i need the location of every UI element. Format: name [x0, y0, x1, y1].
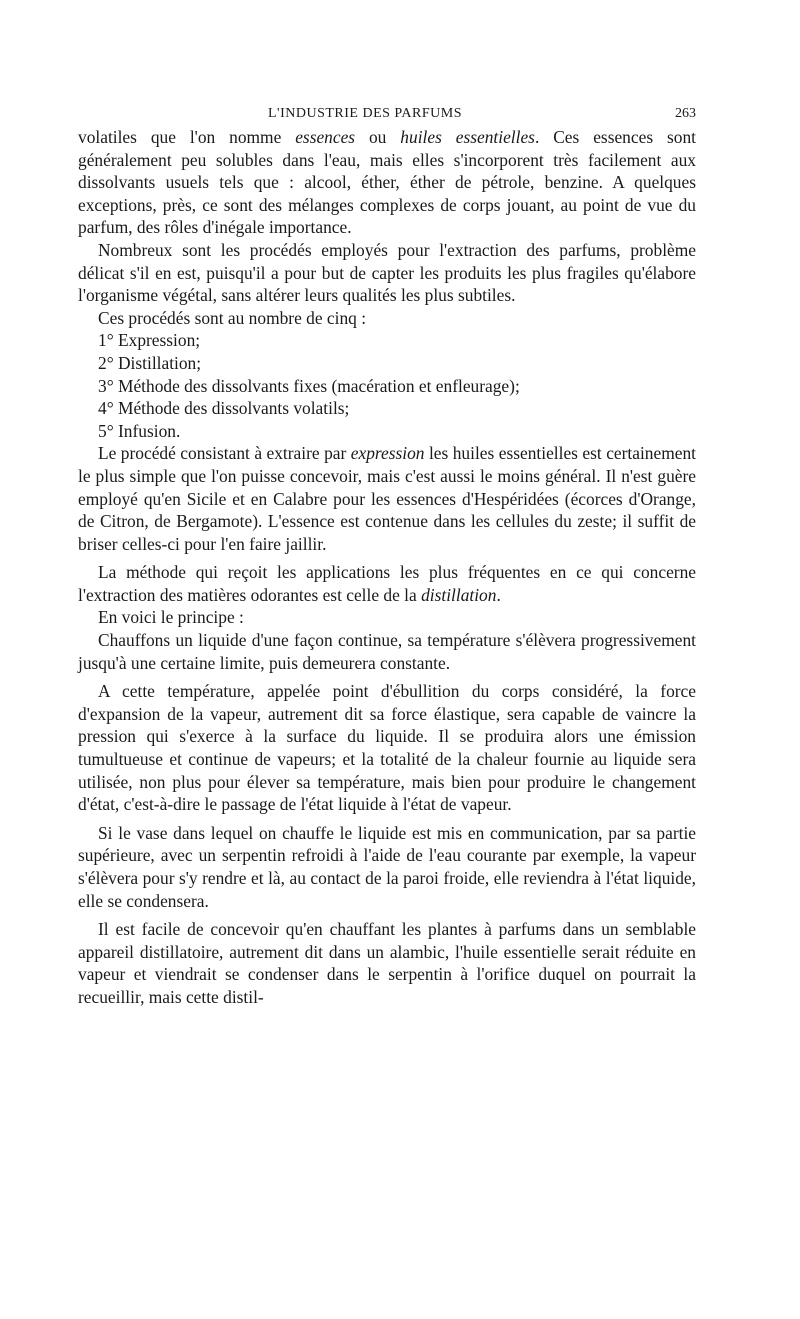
paragraph-temperature: A cette température, appelée point d'ébullition du corps considéré, la force d'expansion de la vapeur, autrement dit sa force élastique, sera capable de vaincre la pression qui s'exerce à la surface du liquide. Il se produira alors une émission tumultueuse et continue de vapeurs; et la totalité de la chaleur fournie au liquide sera utilisée, non plus pour élever sa température, mais bien pour produire le changement d'état, c'est-à-dire le passage de l'état liquide à l'état de vapeur. — [78, 681, 696, 815]
paragraph-essences: volatiles que l'on nomme essences ou huiles essentielles. Ces essences sont généralement peu solubles dans l'eau, mais elles s'incorporent très facilement aux dissolvants usuels tels que : alcool, éther, éther de pétrole, benzine. A quelques exceptions, près, ce sont des mélanges complexes de corps jouant, au point de vue du parfum, des rôles d'inégale importance. — [78, 127, 696, 238]
list-item: 3° Méthode des dissolvants fixes (macération et enfleurage); — [98, 375, 520, 396]
list-item: 4° Méthode des dissolvants volatils; — [98, 398, 350, 419]
body-text — [78, 126, 696, 1009]
page-number: 263 — [675, 106, 696, 121]
list-item: 1° Expression; — [98, 330, 201, 351]
list-item: 5° Infusion. — [98, 420, 181, 441]
paragraph-serpentin: Si le vase dans lequel on chauffe le liquide est mis en communication, par sa partie supérieure, avec un serpentin refroidi à l'aide de l'eau courante par exemple, la vapeur s'élèvera pour s'y rendre et là, au contact de la paroi froide, elle reviendra à l'état liquide, elle se condensera. — [78, 822, 696, 911]
book-page — [78, 96, 696, 1009]
running-head — [78, 96, 696, 126]
paragraph-chauffons: Chauffons un liquide d'une façon continue, sa température s'élèvera progressivement jusqu'à une certaine limite, puis demeurera constante. — [78, 630, 696, 673]
paragraph-alambic: Il est facile de concevoir qu'en chauffant les plantes à parfums dans un semblable appareil distillatoire, autrement dit dans un alambic, l'huile essentielle serait réduite en vapeur et viendrait se condenser dans le serpentin à l'orifice duquel on pourrait la recueillir, mais cette distil- — [78, 919, 696, 1007]
term-essences: essences — [295, 127, 356, 147]
list-item: 2° Distillation; — [98, 352, 202, 373]
term-huiles-essentielles: huiles essentielles — [400, 127, 535, 147]
paragraph-expression: Le procédé consistant à extraire par expression les huiles essentielles est certainement le plus simple que l'on puisse concevoir, mais c'est aussi le moins général. Il n'est guère employé qu'en Sicile et en Calabre pour les essences d'Hespéridées (écorces d'Orange, de Citron, de Bergamote). L'essence est contenue dans les cellules du zeste; il suffit de briser celles-ci pour l'en faire jaillir. — [78, 443, 696, 554]
paragraph-procedes: Nombreux sont les procédés employés pour l'extraction des parfums, problème délicat s'il en est, puisqu'il a pour but de capter les produits les plus fragiles qu'élabore l'organisme végétal, sans altérer leurs qualités les plus subtiles. — [78, 239, 696, 306]
paragraph-principe: En voici le principe : — [98, 607, 244, 628]
running-title: L'INDUSTRIE DES PARFUMS — [268, 106, 462, 121]
term-distillation: distillation — [421, 584, 497, 605]
paragraph-distillation: La méthode qui reçoit les applications les plus fréquentes en ce qui concerne l'extraction des matières odorantes est celle de la distillation. — [78, 562, 696, 605]
term-expression: expression — [350, 443, 425, 464]
paragraph-nombre: Ces procédés sont au nombre de cinq : — [98, 307, 367, 328]
